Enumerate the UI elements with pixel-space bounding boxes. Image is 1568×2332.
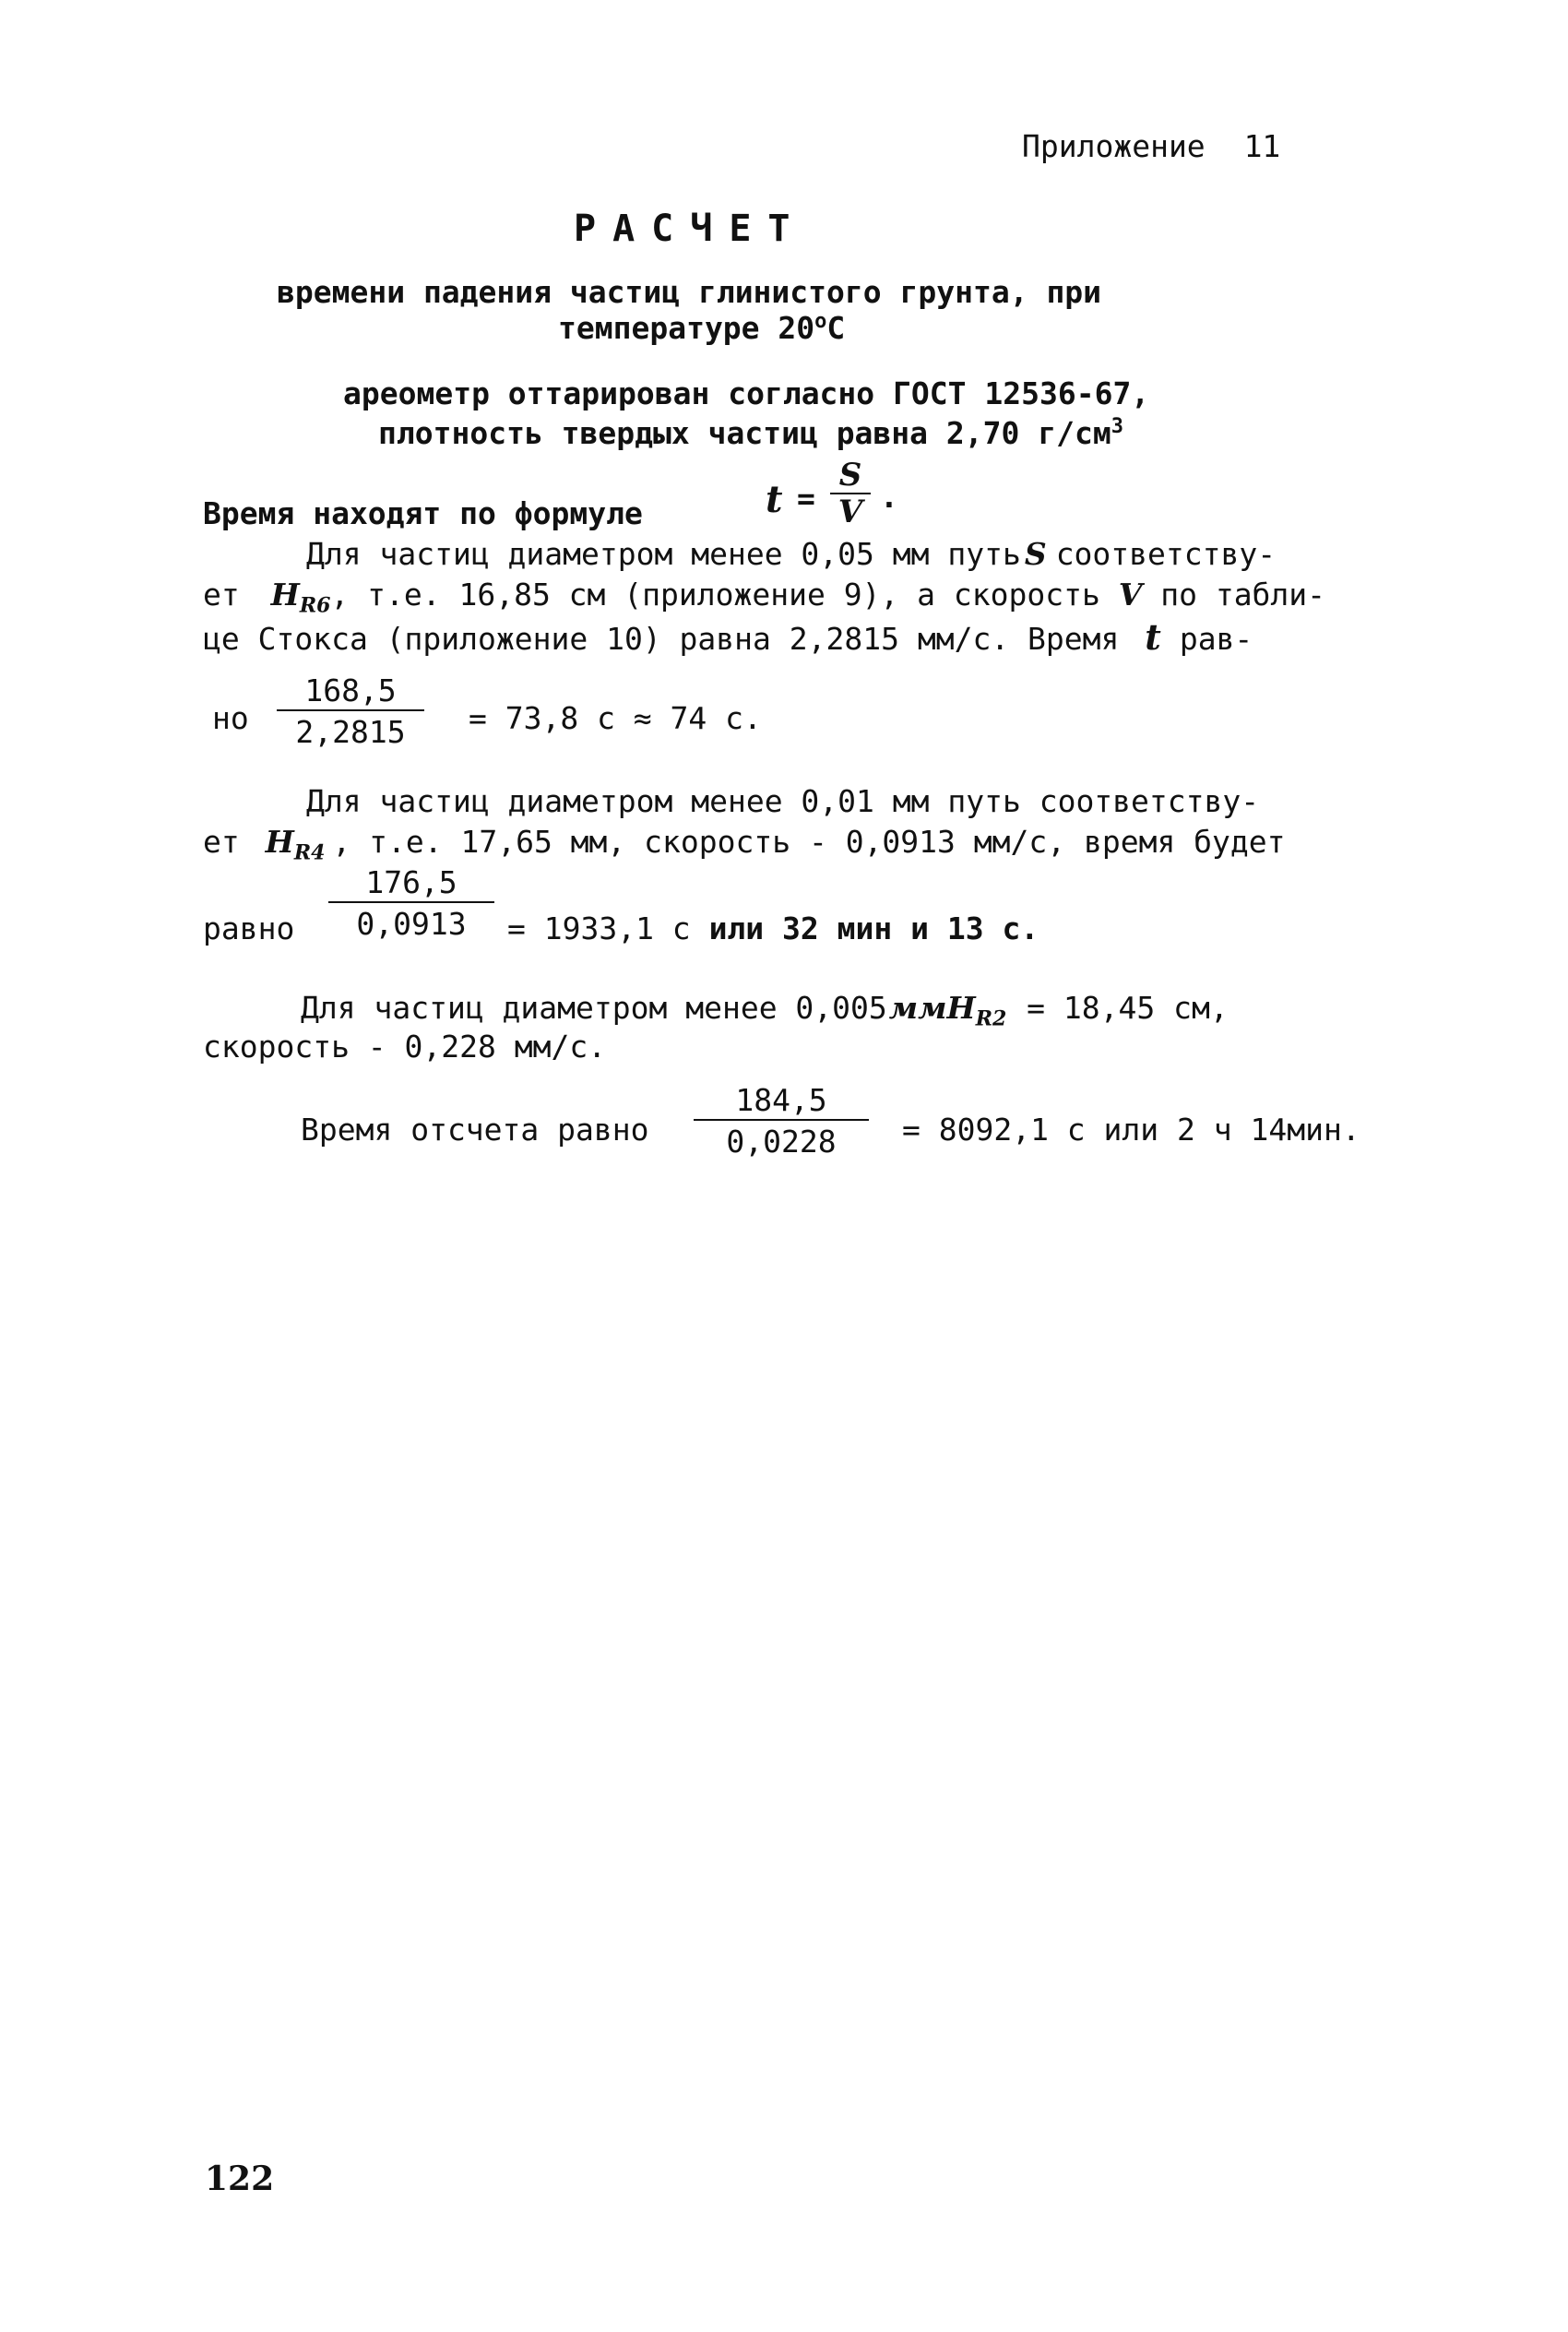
degree-sign: о (814, 310, 827, 333)
para2-denominator: 0,0913 (356, 906, 467, 942)
para3-line-2: скорость - 0,228 мм/с. (203, 1029, 607, 1065)
para1-text-4: , т.е. 16,85 см (приложение 9), а скорость (330, 577, 1100, 613)
para2-text-1: ет (203, 824, 240, 860)
para4-numerator: 184,5 (694, 1085, 869, 1121)
para1-fraction (277, 672, 424, 750)
para1-result-text: = 73,8 с ≈ 74 с. (469, 700, 762, 736)
formula-label: Время находят по формуле (203, 495, 643, 531)
height-symbol-h-3: H (946, 990, 976, 1026)
velocity-symbol-v: V (1118, 577, 1143, 613)
celsius-sign: С (826, 310, 846, 346)
para2-result-value: = 1933,1 с (507, 910, 691, 946)
height-subscript-2: R4 (293, 840, 326, 865)
subtitle-temperature-text: температуре 20 (558, 310, 815, 346)
para2-result-minutes: или 32 мин и 13 с. (708, 910, 1039, 946)
page-title: РАСЧЕТ (574, 208, 807, 250)
para1-denominator: 2,2815 (295, 714, 406, 750)
para1-result (469, 700, 762, 736)
para1-text-7: рав- (1179, 621, 1253, 657)
para2-numerator: 176,5 (328, 867, 494, 903)
para3-text-2: = 18,45 см, (1027, 990, 1229, 1026)
subtitle-line-1: времени падения частиц глинистого грунта, при (277, 274, 1102, 310)
page-number: 122 (205, 2159, 275, 2198)
appendix-label: Приложение (1022, 128, 1206, 164)
para1-line-2 (203, 579, 1325, 616)
height-subscript: R6 (299, 593, 331, 618)
height-symbol-h-2: H (265, 824, 294, 860)
para1-line-3 (203, 616, 1253, 658)
para3-line-1 (301, 990, 1229, 1031)
formula-period: . (880, 479, 898, 515)
appendix-header (1022, 128, 1281, 164)
formula-numerator: S (830, 459, 871, 494)
height-symbol-h: H (270, 577, 300, 613)
para2-text-2: , т.е. 17,65 мм, скорость - 0,0913 мм/с, время будет (332, 824, 1286, 860)
formula-fraction (830, 459, 871, 528)
formula-lhs: t (766, 478, 783, 521)
time-symbol-t: t (1145, 616, 1161, 658)
formula-denominator: V (837, 494, 863, 530)
conditions-line-1: ареометр оттарирован согласно ГОСТ 12536-67, (343, 375, 1150, 411)
para1-numerator: 168,5 (277, 675, 424, 711)
para1-line-1 (306, 536, 1277, 572)
para1-text-1: Для частиц диаметром менее 0,05 мм путь (306, 536, 1021, 572)
para1-text-2: соответству- (1055, 536, 1277, 572)
para4-denominator: 0,0228 (726, 1124, 837, 1160)
para4-fraction (694, 1082, 869, 1160)
time-formula (766, 459, 968, 533)
para1-text-5: по табли- (1160, 577, 1326, 613)
height-subscript-3: R2 (975, 1006, 1007, 1031)
para4-label: Время отсчета равно (301, 1112, 649, 1148)
appendix-number: 11 (1243, 128, 1281, 164)
para2-line-1: Для частиц диаметром менее 0,01 мм путь соответству- (306, 783, 1260, 819)
para3-text-1: Для частиц диаметром менее 0,005 (301, 990, 887, 1026)
para1-line-4-label: но (212, 700, 249, 736)
para1-text-6: це Стокса (приложение 10) равна 2,2815 мм/с. Время (203, 621, 1120, 657)
conditions-line-2 (378, 415, 1123, 451)
path-symbol-s: S (1024, 536, 1047, 572)
para2-line-2 (203, 824, 1286, 865)
cubic-exponent: 3 (1111, 415, 1123, 438)
para1-text-3: ет (203, 577, 240, 613)
formula-equals: = (797, 481, 815, 517)
unit-mm: мм (888, 990, 947, 1026)
para2-line-3-label: равно (203, 910, 295, 946)
subtitle-line-2 (558, 310, 846, 346)
para4-result: = 8092,1 с или 2 ч 14мин. (902, 1112, 1360, 1148)
para2-fraction (328, 864, 494, 942)
density-text: плотность твердых частиц равна 2,70 г/см (378, 415, 1111, 451)
para2-result (507, 910, 1039, 946)
